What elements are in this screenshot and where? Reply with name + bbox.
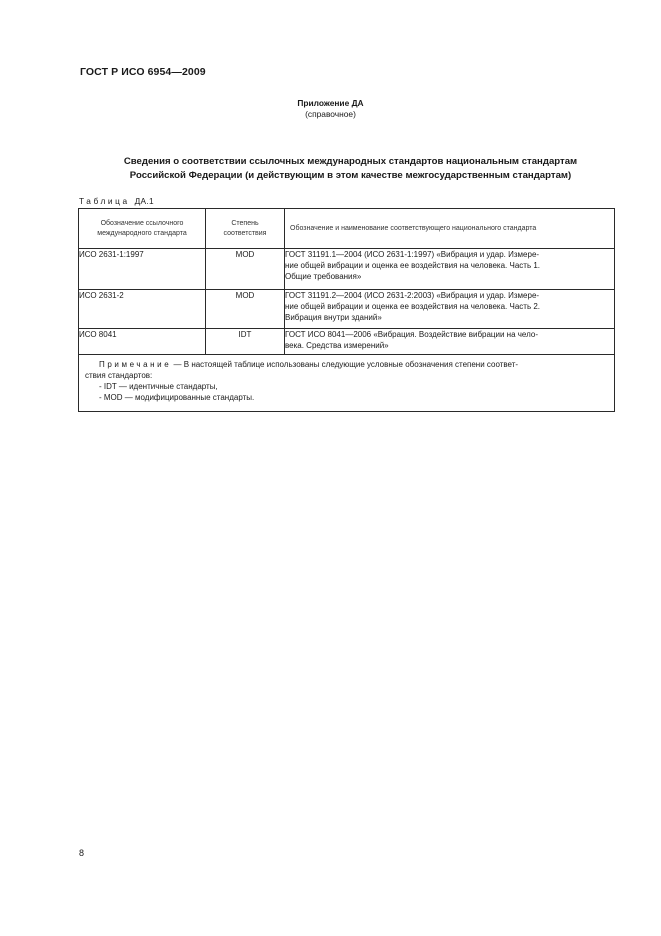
table-row xyxy=(79,249,615,290)
cell-reference: ИСО 2631-1:1997 xyxy=(79,249,206,290)
appendix-subtitle: (справочное) xyxy=(305,109,356,119)
note-item-mod: - MOD — модифицированные стандарты. xyxy=(99,393,255,402)
standards-table xyxy=(78,208,615,412)
column-header-national: Обозначение и наименование соответствующего национального стандарта xyxy=(285,209,615,249)
appendix-title: Приложение ДА xyxy=(297,98,364,108)
appendix-header xyxy=(0,98,661,120)
cell-degree: MOD xyxy=(206,249,285,290)
section-heading-line-2: Российской Федерации (и действующим в этом качестве межгосударственным стандартам) xyxy=(129,170,572,181)
table-row xyxy=(79,329,615,355)
cell-national: ГОСТ 31191.1—2004 (ИСО 2631-1:1997) «Вибрация и удар. Измере- ние общей вибрации и оценка ее воздействия на человека. Часть 1. Общие требования» xyxy=(285,249,615,290)
cell-reference: ИСО 8041 xyxy=(79,329,206,355)
note-text: — В настоящей таблице использованы следующие условные обозначения степени соответ- xyxy=(171,360,519,369)
note-item-idt: - IDT — идентичные стандарты, xyxy=(99,382,218,391)
column-header-degree: Степень соответствия xyxy=(206,209,285,249)
cell-degree: MOD xyxy=(206,290,285,329)
table-note-row xyxy=(79,355,615,412)
table-row xyxy=(79,290,615,329)
table-note xyxy=(79,355,615,412)
table-caption-label: Таблица xyxy=(79,196,130,206)
table-caption xyxy=(79,196,154,206)
cell-national: ГОСТ 31191.2—2004 (ИСО 2631-2:2003) «Вибрация и удар. Измере- ние общей вибрации и оценка ее воздействия на человека. Часть 2. Вибрация внутри зданий» xyxy=(285,290,615,329)
column-header-reference: Обозначение ссылочного международного стандарта xyxy=(79,209,206,249)
note-line-2: ствия стандартов: xyxy=(85,371,153,380)
table-header-row xyxy=(79,209,615,249)
page-number: 8 xyxy=(79,848,85,858)
cell-national: ГОСТ ИСО 8041—2006 «Вибрация. Воздействие вибрации на чело- века. Средства измерений» xyxy=(285,329,615,355)
section-heading-line-1: Сведения о соответствии ссылочных международных стандартов национальным стандартам xyxy=(123,156,578,167)
cell-reference: ИСО 2631-2 xyxy=(79,290,206,329)
section-heading xyxy=(60,155,641,183)
note-label: Примечание xyxy=(99,360,172,369)
table-caption-number: ДА.1 xyxy=(134,196,154,206)
document-code: ГОСТ Р ИСО 6954—2009 xyxy=(80,66,206,78)
cell-degree: IDT xyxy=(206,329,285,355)
